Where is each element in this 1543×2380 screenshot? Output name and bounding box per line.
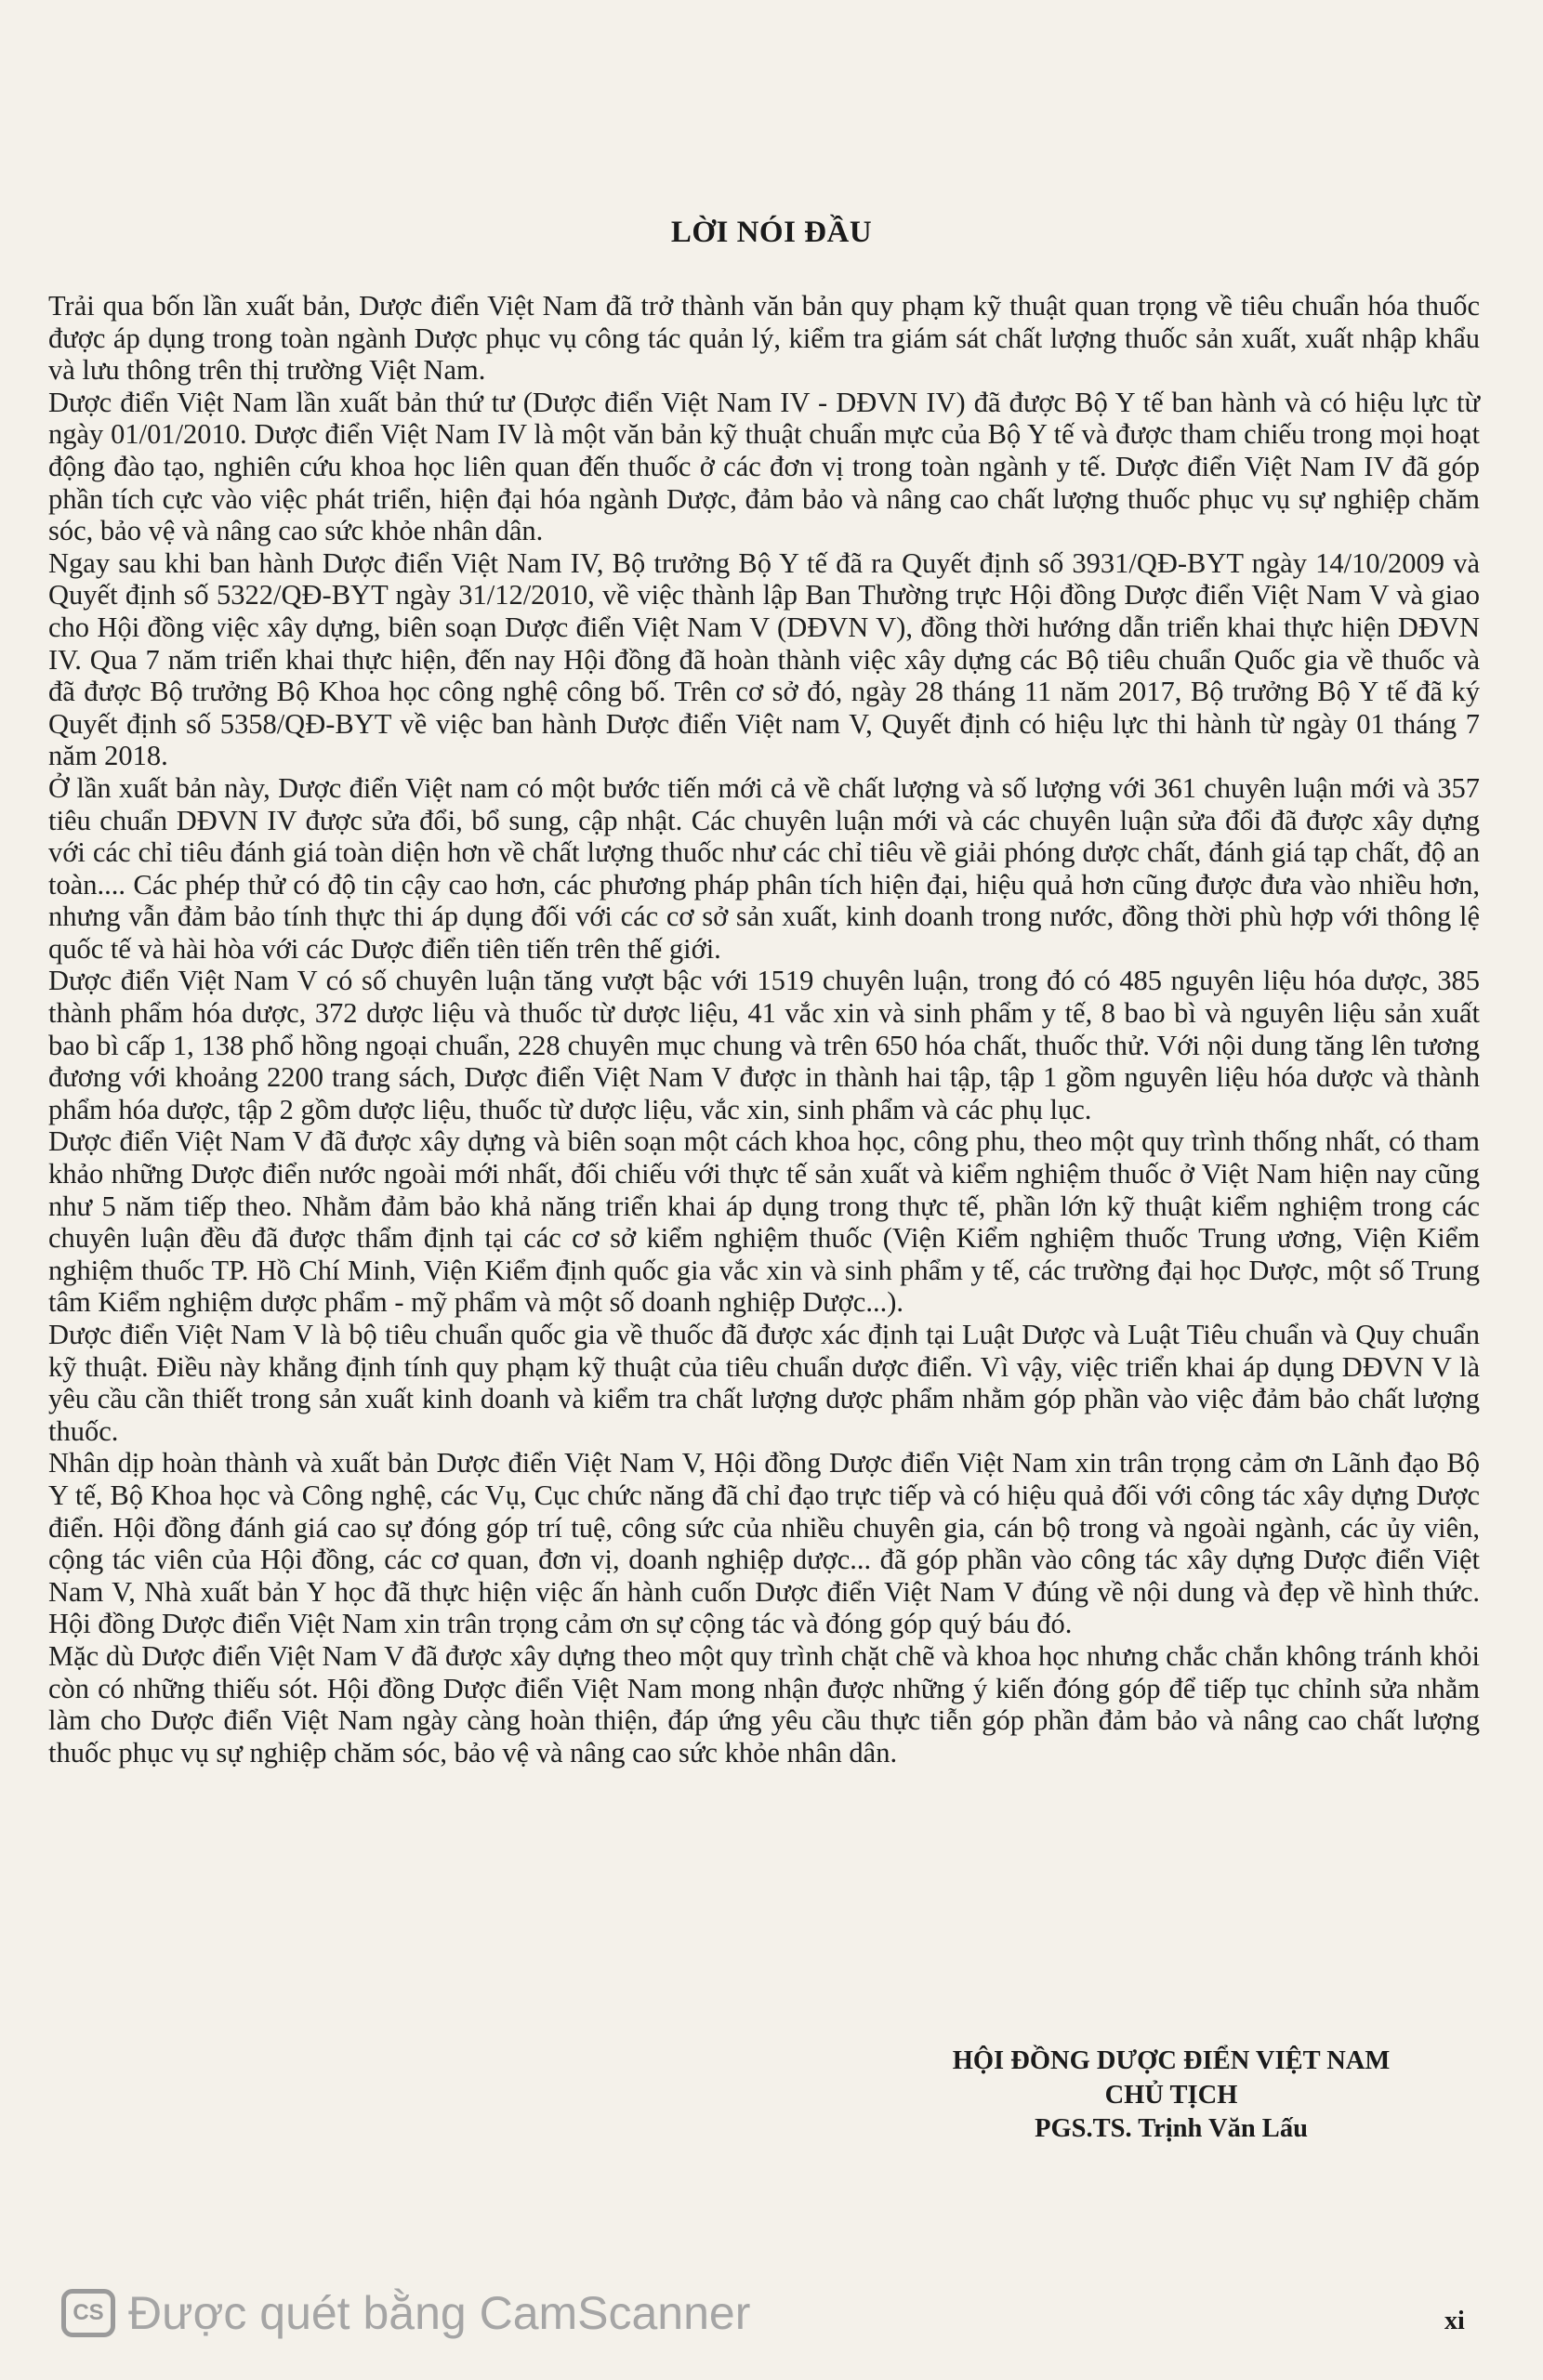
signature-block bbox=[892, 2045, 1450, 2147]
paragraph: Dược điển Việt Nam V là bộ tiêu chuẩn quốc gia về thuốc đã được xác định tại Luật Dược và Luật Tiêu chuẩn và Quy chuẩn kỹ thuật. Điều này khẳng định tính quy phạm kỹ thuật của tiêu chuẩn dược điển. Vì vậy, việc triển khai áp dụng DĐVN V là yêu cầu cần thiết trong sản xuất kinh doanh và kiểm tra chất lượng dược phẩm nhằm góp phần vào việc đảm bảo chất lượng thuốc. bbox=[48, 1319, 1480, 1447]
signature-position: CHỦ TỊCH bbox=[1104, 2080, 1238, 2110]
paragraph: Trải qua bốn lần xuất bản, Dược điển Việt Nam đã trở thành văn bản quy phạm kỹ thuật quan trọng về tiêu chuẩn hóa thuốc được áp dụng trong toàn ngành Dược phục vụ công tác quản lý, kiểm tra giám sát chất lượng thuốc sản xuất, xuất nhập khẩu và lưu thông trên thị trường Việt Nam. bbox=[48, 290, 1480, 387]
paragraph: Mặc dù Dược điển Việt Nam V đã được xây dựng theo một quy trình chặt chẽ và khoa học nhưng chắc chắn không tránh khỏi còn có những thiếu sót. Hội đồng Dược điển Việt Nam mong nhận được những ý kiến đóng góp để tiếp tục chỉnh sửa nhằm làm cho Dược điển Việt Nam ngày càng hoàn thiện, đáp ứng yêu cầu thực tiễn góp phần đảm bảo và nâng cao chất lượng thuốc phục vụ sự nghiệp chăm sóc, bảo vệ và nâng cao sức khỏe nhân dân. bbox=[48, 1639, 1480, 1769]
camscanner-logo-icon: CS bbox=[61, 2289, 115, 2337]
page-number: xi bbox=[1444, 2307, 1465, 2335]
body-text bbox=[48, 290, 1480, 1769]
paragraph: Dược điển Việt Nam V đã được xây dựng và biên soạn một cách khoa học, công phu, theo một quy trình thống nhất, có tham khảo những Dược điển nước ngoài mới nhất, đối chiếu với thực tế sản xuất và kiểm nghiệm thuốc ở Việt Nam hiện nay cũng như 5 năm tiếp theo. Nhằm đảm bảo khả năng triển khai áp dụng trong thực tế, phần lớn kỹ thuật kiểm nghiệm trong các chuyên luận đều đã được thẩm định tại các cơ sở kiểm nghiệm thuốc (Viện Kiểm nghiệm thuốc Trung ương, Viện Kiểm nghiệm thuốc TP. Hồ Chí Minh, Viện Kiểm định quốc gia vắc xin và sinh phẩm y tế, các trường đại học Dược, một số Trung tâm Kiểm nghiệm dược phẩm - mỹ phẩm và một số doanh nghiệp Dược...). bbox=[48, 1125, 1480, 1319]
page-title: LỜI NÓI ĐẦU bbox=[670, 216, 873, 249]
signature-organization: HỘI ĐỒNG DƯỢC ĐIỂN VIỆT NAM bbox=[952, 2046, 1391, 2075]
paragraph: Dược điển Việt Nam lần xuất bản thứ tư (Dược điển Việt Nam IV - DĐVN IV) đã được Bộ Y tế ban hành và có hiệu lực từ ngày 01/01/2010. Dược điển Việt Nam IV là một văn bản kỹ thuật chuẩn mực của Bộ Y tế và được tham chiếu trong mọi hoạt động đào tạo, nghiên cứu khoa học liên quan đến thuốc ở các đơn vị trong toàn ngành y tế. Dược điển Việt Nam IV đã góp phần tích cực vào việc phát triển, hiện đại hóa ngành Dược, đảm bảo và nâng cao chất lượng thuốc phục vụ sự nghiệp chăm sóc, bảo vệ và nâng cao sức khỏe nhân dân. bbox=[48, 386, 1480, 547]
paragraph: Ở lần xuất bản này, Dược điển Việt nam có một bước tiến mới cả về chất lượng và số lượng với 361 chuyên luận mới và 357 tiêu chuẩn DĐVN IV được sửa đổi, bổ sung, cập nhật. Các chuyên luận mới và các chuyên luận sửa đổi đã được xây dựng với các chỉ tiêu đánh giá toàn diện hơn về chất lượng thuốc như các chỉ tiêu về giải phóng dược chất, đánh giá tạp chất, độ an toàn.... Các phép thử có độ tin cậy cao hơn, các phương pháp phân tích hiện đại, hiệu quả hơn cũng được đưa vào nhiều hơn, nhưng vẫn đảm bảo tính thực thi áp dụng đối với các cơ sở sản xuất, kinh doanh trong nước, đồng thời phù hợp với thông lệ quốc tế và hài hòa với các Dược điển tiên tiến trên thế giới. bbox=[48, 771, 1480, 965]
paragraph: Nhân dịp hoàn thành và xuất bản Dược điển Việt Nam V, Hội đồng Dược điển Việt Nam xin trân trọng cảm ơn Lãnh đạo Bộ Y tế, Bộ Khoa học và Công nghệ, các Vụ, Cục chức năng đã chỉ đạo trực tiếp và có hiệu quả đối với công tác xây dựng Dược điển. Hội đồng đánh giá cao sự đóng góp trí tuệ, công sức của nhiều chuyên gia, cán bộ trong và ngoài ngành, các ủy viên, cộng tác viên của Hội đồng, các cơ quan, đơn vị, doanh nghiệp dược... đã góp phần vào công tác xây dựng Dược điển Việt Nam V, Nhà xuất bản Y học đã thực hiện việc ấn hành cuốn Dược điển Việt Nam V đúng về nội dung và đẹp về hình thức. Hội đồng Dược điển Việt Nam xin trân trọng cảm ơn sự cộng tác và đóng góp quý báu đó. bbox=[48, 1447, 1480, 1640]
watermark-text: Được quét bằng CamScanner bbox=[128, 2287, 751, 2339]
signature-name: PGS.TS. Trịnh Văn Lấu bbox=[1035, 2114, 1308, 2143]
paragraph: Dược điển Việt Nam V có số chuyên luận tăng vượt bậc với 1519 chuyên luận, trong đó có 485 nguyên liệu hóa dược, 385 thành phẩm hóa dược, 372 dược liệu và thuốc từ dược liệu, 41 vắc xin và sinh phẩm y tế, 8 bao bì và nguyên liệu sản xuất bao bì cấp 1, 138 phổ hồng ngoại chuẩn, 228 chuyên mục chung và trên 650 hóa chất, thuốc thử. Với nội dung tăng lên tương đương với khoảng 2200 trang sách, Dược điển Việt Nam V được in thành hai tập, tập 1 gồm nguyên liệu hóa dược và thành phẩm hóa dược, tập 2 gồm dược liệu, thuốc từ dược liệu, vắc xin, sinh phẩm và các phụ lục. bbox=[48, 965, 1480, 1125]
camscanner-watermark bbox=[61, 2286, 750, 2340]
paragraph: Ngay sau khi ban hành Dược điển Việt Nam IV, Bộ trưởng Bộ Y tế đã ra Quyết định số 3931/QĐ-BYT ngày 14/10/2009 và Quyết định số 5322/QĐ-BYT ngày 31/12/2010, về việc thành lập Ban Thường trực Hội đồng Dược điển Việt Nam V và giao cho Hội đồng việc xây dựng, biên soạn Dược điển Việt Nam V (DĐVN V), đồng thời hướng dẫn triển khai thực hiện DĐVN IV. Qua 7 năm triển khai thực hiện, đến nay Hội đồng đã hoàn thành việc xây dựng các Bộ tiêu chuẩn Quốc gia về thuốc và đã được Bộ trưởng Bộ Khoa học công nghệ công bố. Trên cơ sở đó, ngày 28 tháng 11 năm 2017, Bộ trưởng Bộ Y tế đã ký Quyết định số 5358/QĐ-BYT về việc ban hành Dược điển Việt nam V, Quyết định có hiệu lực thi hành từ ngày 01 tháng 7 năm 2018. bbox=[48, 546, 1480, 772]
